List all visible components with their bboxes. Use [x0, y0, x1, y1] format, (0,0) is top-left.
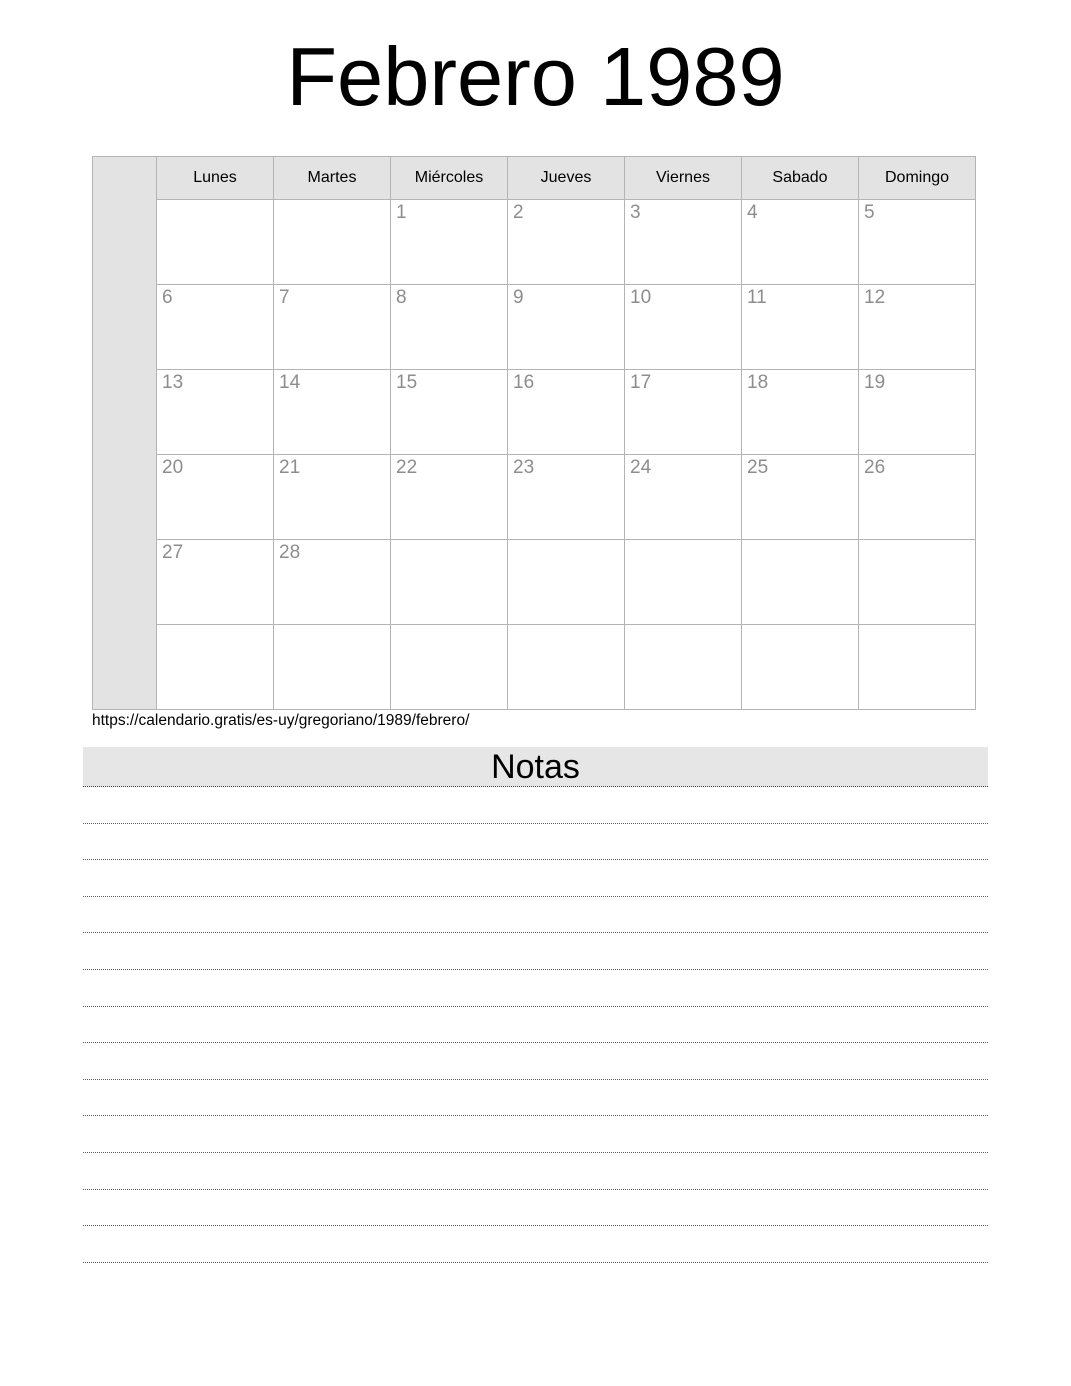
calendar-body [93, 157, 976, 710]
day-number: 14 [279, 372, 301, 393]
week-row-2 [93, 285, 976, 370]
day-cell-19 [859, 370, 976, 455]
day-number: 10 [630, 287, 652, 308]
empty-day-cell [859, 540, 976, 625]
note-line [83, 1226, 988, 1263]
day-number: 15 [396, 372, 418, 393]
note-line [83, 787, 988, 824]
empty-day-number [274, 200, 390, 203]
day-number: 28 [279, 542, 301, 563]
note-line [83, 933, 988, 970]
day-cell-2 [508, 200, 625, 285]
empty-day-number [157, 200, 273, 203]
day-number: 25 [747, 457, 769, 478]
note-line [83, 970, 988, 1007]
day-number: 26 [864, 457, 886, 478]
weekday-header-2: Martes [274, 157, 391, 200]
day-cell-14 [274, 370, 391, 455]
empty-day-cell [742, 625, 859, 710]
day-number: 20 [162, 457, 184, 478]
calendar-source-url: https://calendario.gratis/es-uy/gregoriano/1989/febrero/ [92, 712, 470, 729]
day-cell-20 [157, 455, 274, 540]
day-number: 17 [630, 372, 652, 393]
weekday-header-7: Domingo [859, 157, 976, 200]
day-cell-25 [742, 455, 859, 540]
day-cell-13 [157, 370, 274, 455]
week-row-1 [93, 200, 976, 285]
note-line [83, 1007, 988, 1044]
empty-day-number [391, 540, 507, 543]
day-cell-8 [391, 285, 508, 370]
empty-day-cell [625, 625, 742, 710]
note-line [83, 860, 988, 897]
empty-day-number [391, 625, 507, 628]
day-number: 16 [513, 372, 535, 393]
day-number: 23 [513, 457, 535, 478]
day-cell-22 [391, 455, 508, 540]
empty-day-number [859, 625, 975, 628]
empty-day-cell [157, 625, 274, 710]
day-cell-23 [508, 455, 625, 540]
empty-day-cell [508, 625, 625, 710]
empty-day-number [508, 625, 624, 628]
empty-day-number [625, 625, 741, 628]
note-line [83, 1043, 988, 1080]
empty-day-cell [274, 625, 391, 710]
day-number: 21 [279, 457, 301, 478]
weekday-header-row [93, 157, 976, 200]
day-number: 19 [864, 372, 886, 393]
empty-day-number [274, 625, 390, 628]
calendar-table [92, 156, 976, 710]
empty-day-cell [742, 540, 859, 625]
empty-day-cell [508, 540, 625, 625]
day-number: 7 [279, 287, 290, 308]
week-row-5 [93, 540, 976, 625]
empty-day-number [625, 540, 741, 543]
day-number: 18 [747, 372, 769, 393]
day-number: 1 [396, 202, 407, 223]
day-number: 2 [513, 202, 524, 223]
empty-day-cell [274, 200, 391, 285]
day-number: 4 [747, 202, 758, 223]
empty-day-cell [859, 625, 976, 710]
weekday-header-3: Miércoles [391, 157, 508, 200]
day-cell-27 [157, 540, 274, 625]
week-row-3 [93, 370, 976, 455]
day-cell-24 [625, 455, 742, 540]
empty-day-number [742, 625, 858, 628]
day-cell-7 [274, 285, 391, 370]
note-line [83, 1153, 988, 1190]
weekday-header-4: Jueves [508, 157, 625, 200]
note-line [83, 897, 988, 934]
empty-day-cell [391, 625, 508, 710]
day-cell-5 [859, 200, 976, 285]
weekday-header-6: Sabado [742, 157, 859, 200]
notes-header: Notas [83, 747, 988, 787]
week-row-6 [93, 625, 976, 710]
note-line [83, 1080, 988, 1117]
day-cell-1 [391, 200, 508, 285]
day-number: 6 [162, 287, 173, 308]
empty-day-cell [157, 200, 274, 285]
day-number: 12 [864, 287, 886, 308]
notes-lines-area [83, 787, 988, 1263]
day-cell-21 [274, 455, 391, 540]
empty-day-cell [391, 540, 508, 625]
day-cell-17 [625, 370, 742, 455]
day-cell-6 [157, 285, 274, 370]
empty-day-number [742, 540, 858, 543]
weekday-header-1: Lunes [157, 157, 274, 200]
day-number: 9 [513, 287, 524, 308]
day-number: 27 [162, 542, 184, 563]
note-line [83, 1190, 988, 1227]
day-number: 22 [396, 457, 418, 478]
day-cell-11 [742, 285, 859, 370]
week-gutter-column [93, 157, 157, 710]
day-number: 24 [630, 457, 652, 478]
day-cell-10 [625, 285, 742, 370]
day-number: 11 [747, 287, 767, 308]
day-cell-4 [742, 200, 859, 285]
empty-day-number [859, 540, 975, 543]
day-cell-3 [625, 200, 742, 285]
day-cell-16 [508, 370, 625, 455]
empty-day-number [157, 625, 273, 628]
page-title: Febrero 1989 [286, 30, 785, 123]
day-cell-26 [859, 455, 976, 540]
empty-day-number [508, 540, 624, 543]
day-number: 3 [630, 202, 641, 223]
day-cell-28 [274, 540, 391, 625]
weekday-header-5: Viernes [625, 157, 742, 200]
day-cell-15 [391, 370, 508, 455]
day-number: 8 [396, 287, 407, 308]
day-cell-9 [508, 285, 625, 370]
note-line [83, 824, 988, 861]
empty-day-cell [625, 540, 742, 625]
day-number: 13 [162, 372, 184, 393]
day-cell-18 [742, 370, 859, 455]
day-number: 5 [864, 202, 875, 223]
week-row-4 [93, 455, 976, 540]
note-line [83, 1116, 988, 1153]
day-cell-12 [859, 285, 976, 370]
